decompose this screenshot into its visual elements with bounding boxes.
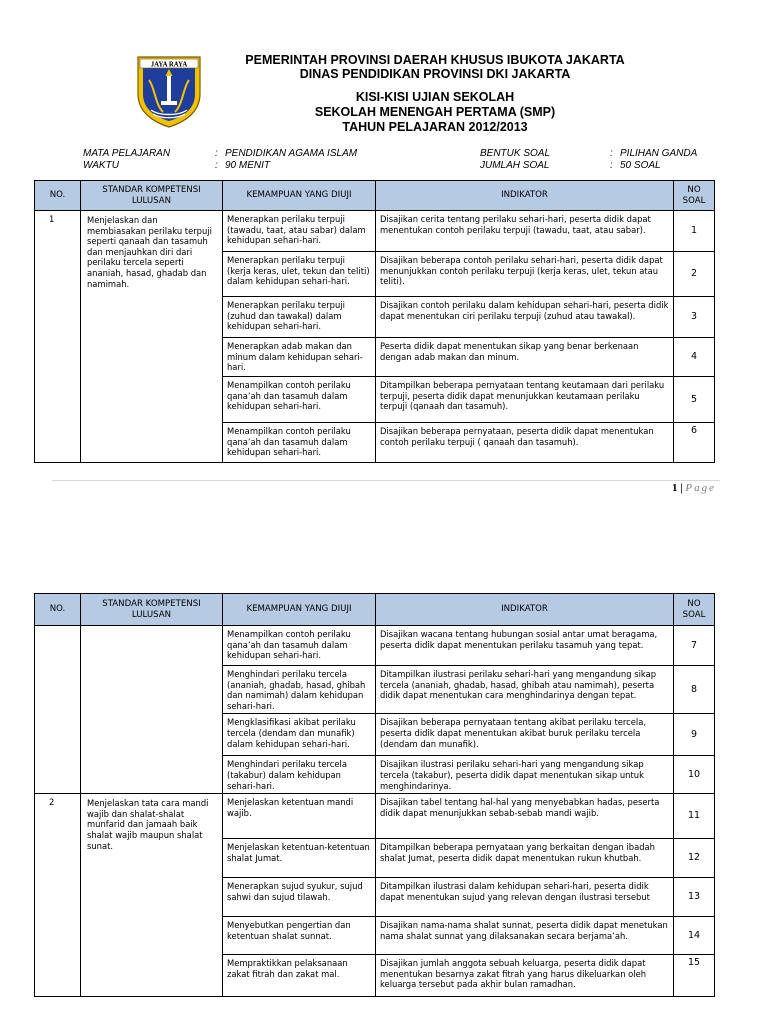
col-sk: STANDAR KOMPETENSI LULUSAN — [81, 181, 223, 211]
jumlah-value: 50 SOAL — [620, 160, 661, 171]
table-row — [35, 626, 715, 666]
waktu-value: 90 MENIT — [225, 160, 271, 171]
row-kemampuan: Menjelaskan ketentuan mandi wajib. — [223, 794, 376, 839]
row-kemampuan: Menerapkan adab makan dan minum dalam kehidupan sehari-hari. — [223, 338, 376, 377]
row-kemampuan: Menyebutkan pengertian dan ketentuan shalat sunnat. — [223, 917, 376, 955]
row-soal: 2 — [674, 252, 715, 297]
row-soal: 4 — [674, 338, 715, 377]
row-indikator: Ditampilkan ilustrasi dalam kehidupan sehari-hari, peserta didik dapat menentukan sujud yang relevan dengan ilustrasi tersebut — [376, 878, 674, 917]
table-row — [35, 794, 715, 839]
header-line-4: SEKOLAH MENENGAH PERTAMA (SMP) — [314, 105, 556, 119]
header-line-3: KISI-KISI UJIAN SEKOLAH — [355, 90, 515, 104]
row-soal: 8 — [674, 666, 715, 714]
col-kemampuan: KEMAMPUAN YANG DIUJI — [223, 181, 376, 211]
row-kemampuan: Menampilkan contoh perilaku qana’ah dan tasamuh dalam kehidupan sehari-hari. — [223, 423, 376, 463]
row-soal: 13 — [674, 878, 715, 917]
row-soal: 10 — [674, 756, 715, 794]
page-number: 1 — [671, 482, 678, 494]
row-soal: 1 — [674, 211, 715, 252]
col-indikator: INDIKATOR — [376, 181, 674, 211]
row-sk-empty — [81, 626, 223, 794]
row-kemampuan: Menampilkan contoh perilaku qana’ah dan tasamuh dalam kehidupan sehari-hari. — [223, 626, 376, 666]
row-no-empty — [35, 626, 81, 794]
row-sk: Menjelaskan tata cara mandi wajib dan shalat-shalat munfarid dan jamaah baik shalat wajib maupun shalat sunat. — [81, 794, 223, 997]
jumlah-colon: : — [610, 160, 613, 171]
row-kemampuan: Menerapkan perilaku terpuji (zuhud dan tawakal) dalam kehidupan sehari-hari. — [223, 297, 376, 338]
bentuk-colon: : — [610, 148, 613, 159]
row-kemampuan: Menampilkan contoh perilaku qana’ah dan tasamuh dalam kehidupan sehari-hari. — [223, 377, 376, 423]
row-soal: 7 — [674, 626, 715, 666]
row-indikator: Peserta didik dapat menentukan sikap yang benar berkenaan dengan adab makan dan minum. — [376, 338, 674, 377]
row-indikator: Ditampilkan ilustrasi perilaku sehari-hari yang mengandung sikap tercela (ananiah, ghadab, hasad, ghibah atau namimah), peserta didik dapat menentukan cara menghindarinya dengan tepat. — [376, 666, 674, 714]
col-indikator: INDIKATOR — [376, 594, 674, 626]
row-indikator: Disajikan contoh perilaku dalam kehidupan sehari-hari, peserta didik dapat menentukan ciri perilaku terpuji (zuhud atau tawakal). — [376, 297, 674, 338]
row-indikator: Disajikan beberapa contoh perilaku sehari-hari, peserta didik dapat menunjukkan contoh perilaku terpuji (kerja keras, ulet, tekun atau teliti). — [376, 252, 674, 297]
meta-right — [480, 148, 710, 174]
row-indikator: Ditampilkan beberapa pernyataan tentang keutamaan dari perilaku terpuji, peserta didik dapat menunjukkan keutamaan perilaku terpuji (qanaah dan tasamuh). — [376, 377, 674, 423]
row-kemampuan: Menghindari perilaku tercela (takabur) dalam kehidupan sehari-hari. — [223, 756, 376, 794]
row-soal: 11 — [674, 794, 715, 839]
row-indikator: Ditampilkan beberapa pernyataan yang berkaitan dengan ibadah shalat Jumat, peserta didik dapat menentukan rukun khutbah. — [376, 839, 674, 878]
row-indikator: Disajikan nama-nama shalat sunnat, peserta didik dapat menetukan nama shalat sunnat yang dilaksanakan secara berjama’ah. — [376, 917, 674, 955]
page-footer — [672, 482, 716, 494]
row-indikator: Disajikan beberapa pernyataan tentang akibat perilaku tercela, peserta didik dapat menentukan akibat buruk perilaku tercela (dendam dan munafik). — [376, 714, 674, 756]
row-soal: 9 — [674, 714, 715, 756]
row-soal: 6 — [674, 423, 715, 463]
row-indikator: Disajikan ilustrasi perilaku sehari-hari yang mengandung sikap tercela (takabur), peserta didik dapat menentukan sikap untuk menghindarinya. — [376, 756, 674, 794]
waktu-label: WAKTU — [83, 160, 119, 171]
kisi-table-page-2 — [34, 593, 715, 997]
row-soal: 3 — [674, 297, 715, 338]
footer-divider — [52, 480, 720, 481]
col-no: NO. — [35, 181, 81, 211]
row-kemampuan: Mempraktikkan pelaksanaan zakat fitrah dan zakat mal. — [223, 955, 376, 997]
page-word: Page — [685, 482, 716, 494]
row-indikator: Disajikan jumlah anggota sebuah keluarga, peserta didik dapat menentukan besarnya zakat fitrah yang harus dikeluarkan oleh keluarga tersebut pada akhir bulan ramadhan. — [376, 955, 674, 997]
row-no: 1 — [35, 211, 81, 463]
page-separator: | — [680, 482, 683, 494]
row-soal: 15 — [674, 955, 715, 997]
row-soal: 14 — [674, 917, 715, 955]
row-soal: 5 — [674, 377, 715, 423]
row-indikator: Disajikan wacana tentang hubungan sosial antar umat beragama, peserta didik dapat menentukan perilaku tasamuh yang tepat. — [376, 626, 674, 666]
header-line-2: DINAS PENDIDIKAN PROVINSI DKI JAKARTA — [299, 67, 571, 81]
row-kemampuan: Menghindari perilaku tercela (ananiah, ghadab, hasad, ghibah dan namimah) dalam kehidupan sehari-hari. — [223, 666, 376, 714]
bentuk-label: BENTUK SOAL — [480, 148, 551, 159]
mapel-label: MATA PELAJARAN — [83, 148, 171, 159]
kisi-table-page-1 — [34, 180, 715, 463]
row-indikator: Disajikan tabel tentang hal-hal yang menyebabkan hadas, peserta didik dapat menunjukkan sebab-sebab mandi wajib. — [376, 794, 674, 839]
row-no: 2 — [35, 794, 81, 997]
row-indikator: Disajikan cerita tentang perilaku sehari-hari, peserta didik dapat menentukan contoh perilaku terpuji (tawadu, taat, atau sabar). — [376, 211, 674, 252]
table-header-row — [35, 594, 715, 626]
bentuk-value: PILIHAN GANDA — [620, 148, 698, 159]
jumlah-label: JUMLAH SOAL — [480, 160, 550, 171]
col-kemampuan: KEMAMPUAN YANG DIUJI — [223, 594, 376, 626]
col-no: NO. — [35, 594, 81, 626]
waktu-colon: : — [215, 160, 218, 171]
row-indikator: Disajikan beberapa pernyataan, peserta didik dapat menentukan contoh perilaku terpuji ( qanaah dan tasamuh). — [376, 423, 674, 463]
table-row — [35, 211, 715, 252]
col-nosoal: NO SOAL — [674, 181, 715, 211]
header-line-5: TAHUN PELAJARAN 2012/2013 — [342, 120, 528, 134]
row-kemampuan: Mengklasifikasi akibat perilaku tercela (dendam dan munafik) dalam kehidupan sehari-hari. — [223, 714, 376, 756]
row-sk: Menjelaskan dan membiasakan perilaku terpuji seperti qanaah dan tasamuh dan menjauhkan diri dari perilaku tercela seperti ananiah, hasad, ghadab dan namimah. — [81, 211, 223, 463]
row-soal: 12 — [674, 839, 715, 878]
header-line-1: PEMERINTAH PROVINSI DAERAH KHUSUS IBUKOTA JAKARTA — [245, 53, 625, 67]
row-kemampuan: Menerapkan perilaku terpuji (kerja keras, ulet, tekun dan teliti) dalam kehidupan sehari-hari. — [223, 252, 376, 297]
row-kemampuan: Menjelaskan ketentuan-ketentuan shalat Jumat. — [223, 839, 376, 878]
meta-left — [83, 148, 383, 174]
mapel-colon: : — [215, 148, 218, 159]
page-2 — [0, 510, 768, 1024]
col-sk: STANDAR KOMPETENSI LULUSAN — [81, 594, 223, 626]
seal-motto: JAYA RAYA — [150, 61, 188, 69]
row-kemampuan: Menerapkan sujud syukur, sujud sahwi dan sujud tilawah. — [223, 878, 376, 917]
row-kemampuan: Menerapkan perilaku terpuji (tawadu, taat, atau sabar) dalam kehidupan sehari-hari. — [223, 211, 376, 252]
col-nosoal: NO SOAL — [674, 594, 715, 626]
jakarta-seal-logo — [135, 54, 203, 129]
page-1 — [0, 0, 768, 510]
mapel-value: PENDIDIKAN AGAMA ISLAM — [225, 148, 358, 159]
table-header-row — [35, 181, 715, 211]
